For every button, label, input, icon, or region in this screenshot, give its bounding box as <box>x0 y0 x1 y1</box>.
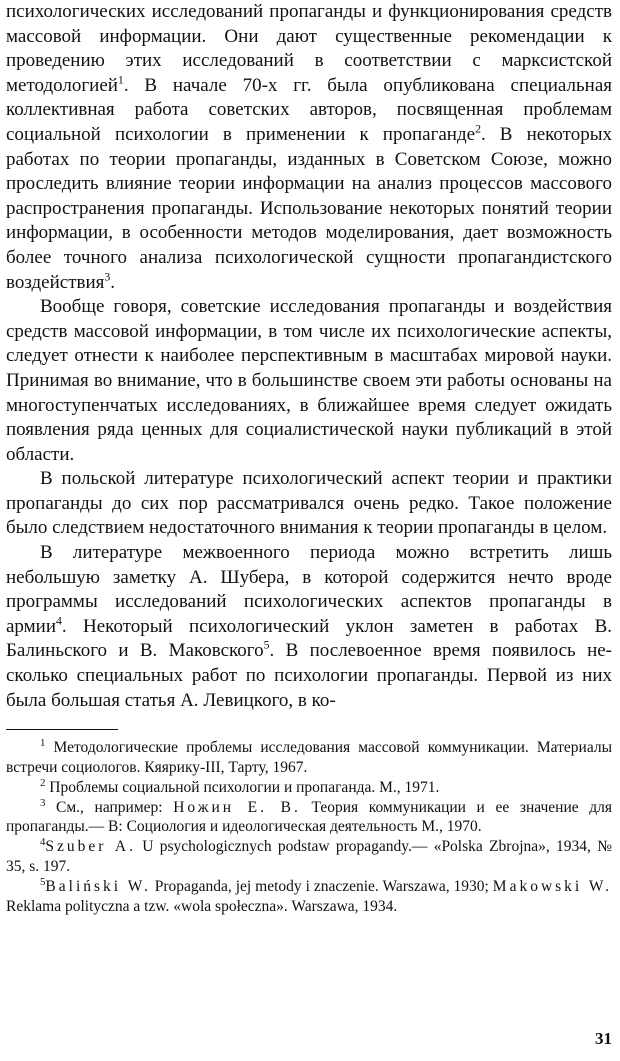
footnote-number: 5 <box>40 875 46 888</box>
text-run: психологических исследований пропаганды и функционирования средств массовой информации. Они дают существенные рекомендации к проведению этих исследований в соответствии с марксистской методологией <box>6 1 612 96</box>
footnotes <box>6 738 612 916</box>
footnote-ref: 4 <box>56 614 62 628</box>
text-run: Reklama polityczna a tzw. «wola społeczna». Warszawa, 1934. <box>6 897 398 915</box>
text-run: U psychologicznych podstaw propagandy.— «Polska Zbrojna», 1934, № 35, s. 197. <box>6 838 612 875</box>
text-run: . В некоторых работах по теории пропаганды, изданных в Советском Союзе, можно проследить влияние теории информации на анализ процессов массового распространения пропаганды. Использование некоторых понятий теории информации, в особенности методов моделирования, дает возможность более точного анализа психологической сущности пропагандистского воздействия <box>6 123 613 293</box>
author-name: Makowski W. <box>492 877 612 895</box>
text-run: . <box>110 271 116 293</box>
text-run: В литературе межвоенного периода можно встретить лишь небольшую заметку А. Шубера, в которой содержится нечто вроде программы исследований психологических аспектов пропаганды в армии <box>6 542 612 637</box>
text-run: Проблемы социальной психологии и пропаганда. М., 1971. <box>45 778 440 796</box>
footnote-ref: 1 <box>117 73 124 87</box>
footnote-ref: 3 <box>104 270 111 284</box>
paragraph <box>6 295 612 467</box>
text-run: Вообще говоря, советские исследования пропаганды и воздействия средств массовой информации, в том числе их психологические аспекты, следует отнести к наиболее перспективным в масштабах мировой науки. Принимая во внимание, что в большинстве своем эти работы основаны на многоступенчатых исследованиях, в ближайшее время следует ожидать появления ряда ценных для социалистической науки публикаций в этой области. <box>6 296 612 465</box>
text-run: Теория коммуникации и ее значение для пропаганды.— В: Социология и идеологическая деятельность М., 1970. <box>6 798 613 836</box>
footnote-number: 4 <box>40 836 46 849</box>
text-run: . В начале 70-х гг. была опубликована специальная коллективная работа советских авторов, посвященная проблемам социальной психологии в применении к пропаганде <box>6 74 612 145</box>
footnote-ref: 2 <box>475 122 481 136</box>
main-text <box>6 0 612 713</box>
page-number: 31 <box>595 1029 612 1048</box>
footnote-ref: 5 <box>263 639 270 653</box>
paragraph <box>6 541 612 713</box>
text-run: . Некоторый психологический уклон заметен в работах В. Балиньского и В. Маковского <box>6 615 612 662</box>
author-name: Szuber A. <box>45 838 136 856</box>
text-run: Методологические проблемы исследования массовой коммуникации. Материалы встречи социологов. Кяярику-III, Тарту, 1967. <box>6 739 612 777</box>
footnote <box>6 837 612 877</box>
footnote <box>6 798 612 838</box>
author-name: Baliński W. <box>45 877 151 895</box>
footnote-separator <box>6 729 118 730</box>
footnote <box>6 738 612 778</box>
footnote-number: 1 <box>40 737 46 750</box>
footnote-number: 3 <box>40 796 46 809</box>
paragraph <box>6 467 612 541</box>
footnote <box>6 877 612 917</box>
text-run: . В послевоенное время появилось несколько специальных работ по психологии пропаганды. Первой из них была большая статья А. Левицкого, в ко- <box>6 640 612 711</box>
footnote <box>6 778 612 798</box>
text-run: См., например: <box>45 798 174 816</box>
text-run: Propaganda, jej metody i znaczenie. Warszawa, 1930; <box>150 877 493 895</box>
text-run: В польской литературе психологический аспект теории и практики пропаганды до сих пор рассматривался очень редко. Такое положение было следствием недостаточного внимания к теории пропаганды в целом. <box>6 468 612 539</box>
author-name: Ножин Е. В. <box>173 798 301 816</box>
footnote-number: 2 <box>40 776 46 789</box>
paragraph <box>6 0 612 295</box>
